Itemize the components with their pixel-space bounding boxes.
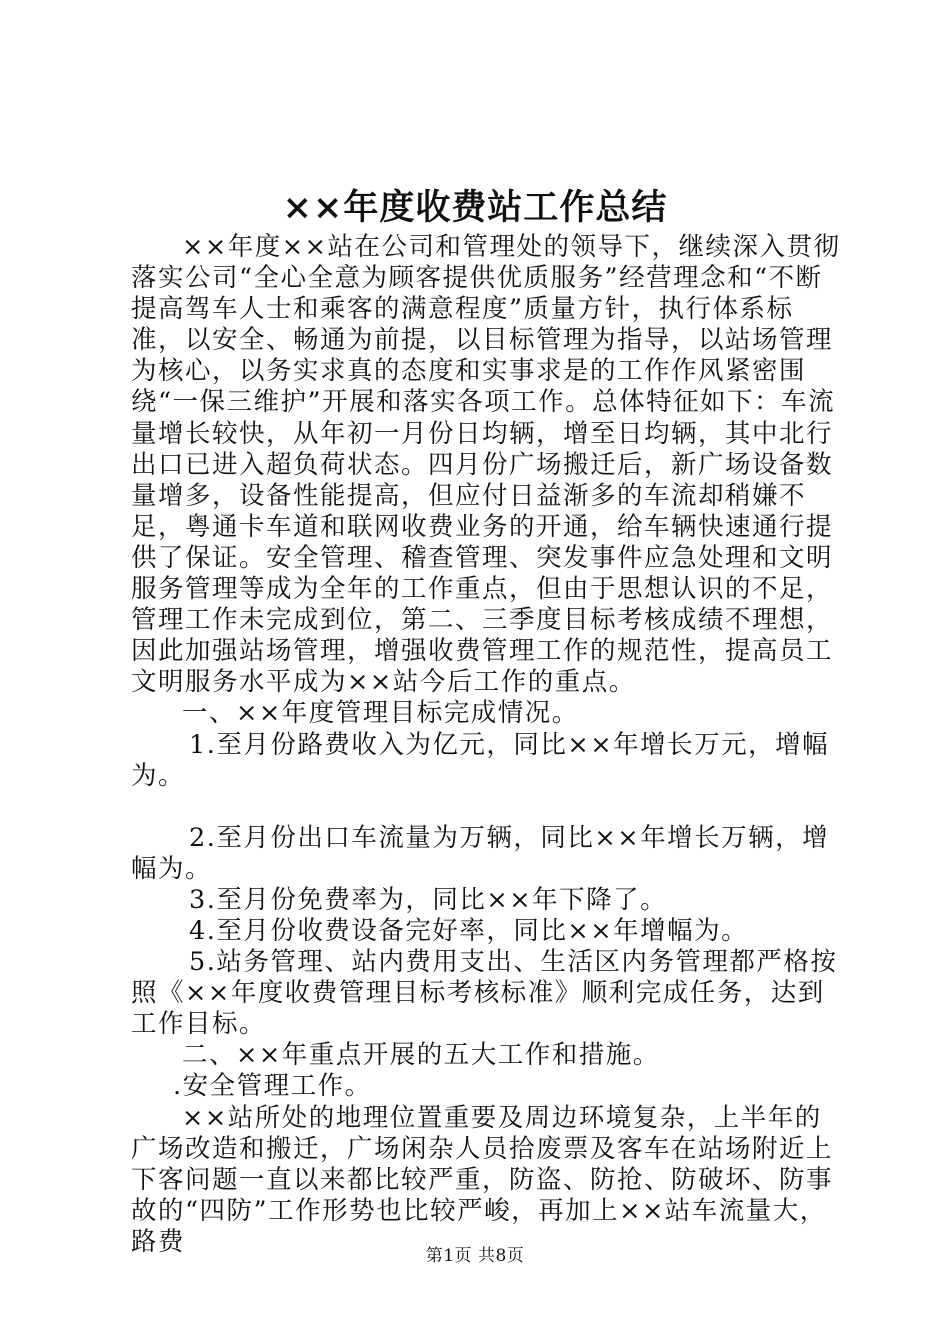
intro-paragraph: ××年度××站在公司和管理处的领导下，继续深入贯彻落实公司“全心全意为顾客提供优质服务”经营理念和“不断提高驾车人士和乘客的满意程度”质量方针，执行体系标准，以安全、畅通为前提，以目标管理为指导，以站场管理为核心，以务实求真的态度和实事求是的工作作风紧密围绕“一保三维护”开展和落实各项工作。总体特征如下：车流量增长较快，从年初一月份日均辆，增至日均辆，其中北行出口已进入超负荷状态。四月份广场搬迁后，新广场设备数量增多，设备性能提高，但应付日益渐多的车流却稍嫌不足，粤通卡车道和联网收费业务的开通，给车辆快速通行提供了保证。安全管理、稽查管理、突发事件应急处理和文明服务管理等成为全年的工作重点，但由于思想认识的不足，管理工作未完成到位，第二、三季度目标考核成绩不理想，因此加强站场管理，增强收费管理工作的规范性，提高员工文明服务水平成为××站今后工作的重点。 <box>131 232 841 698</box>
document-body <box>131 232 841 1258</box>
subsection-heading: .安全管理工作。 <box>173 1071 372 1102</box>
list-item-2: 2.至月份出口车流量为万辆，同比××年增长万辆，增幅为。 <box>131 822 830 884</box>
list-item-3: 3.至月份免费率为，同比××年下降了。 <box>189 884 668 915</box>
safety-paragraph: ××站所处的地理位置重要及周边环境复杂，上半年的广场改造和搬迁，广场闲杂人员拾废票及客车在站场附近上下客问题一直以来都比较严重，防盗、防抢、防破坏、防事故的“四防”工作形势也比较严峻，再加上××站车流量大，路费 <box>131 1102 834 1257</box>
page-footer: 第1页 共8页 <box>425 1246 525 1266</box>
section-heading-2: 二、××年重点开展的五大工作和措施。 <box>182 1040 660 1071</box>
list-item-1: 1.至月份路费收入为亿元，同比××年增长万元，增幅为。 <box>131 729 830 791</box>
list-item-5: 5.站务管理、站内费用支出、生活区内务管理都严格按照《××年度收费管理目标考核标准》顺利完成任务，达到工作目标。 <box>131 947 838 1040</box>
list-item-4: 4.至月份收费设备完好率，同比××年增幅为。 <box>189 915 749 946</box>
document-title: ××年度收费站工作总结 <box>282 187 668 228</box>
section-heading-1: 一、××年度管理目标完成情况。 <box>182 698 579 729</box>
